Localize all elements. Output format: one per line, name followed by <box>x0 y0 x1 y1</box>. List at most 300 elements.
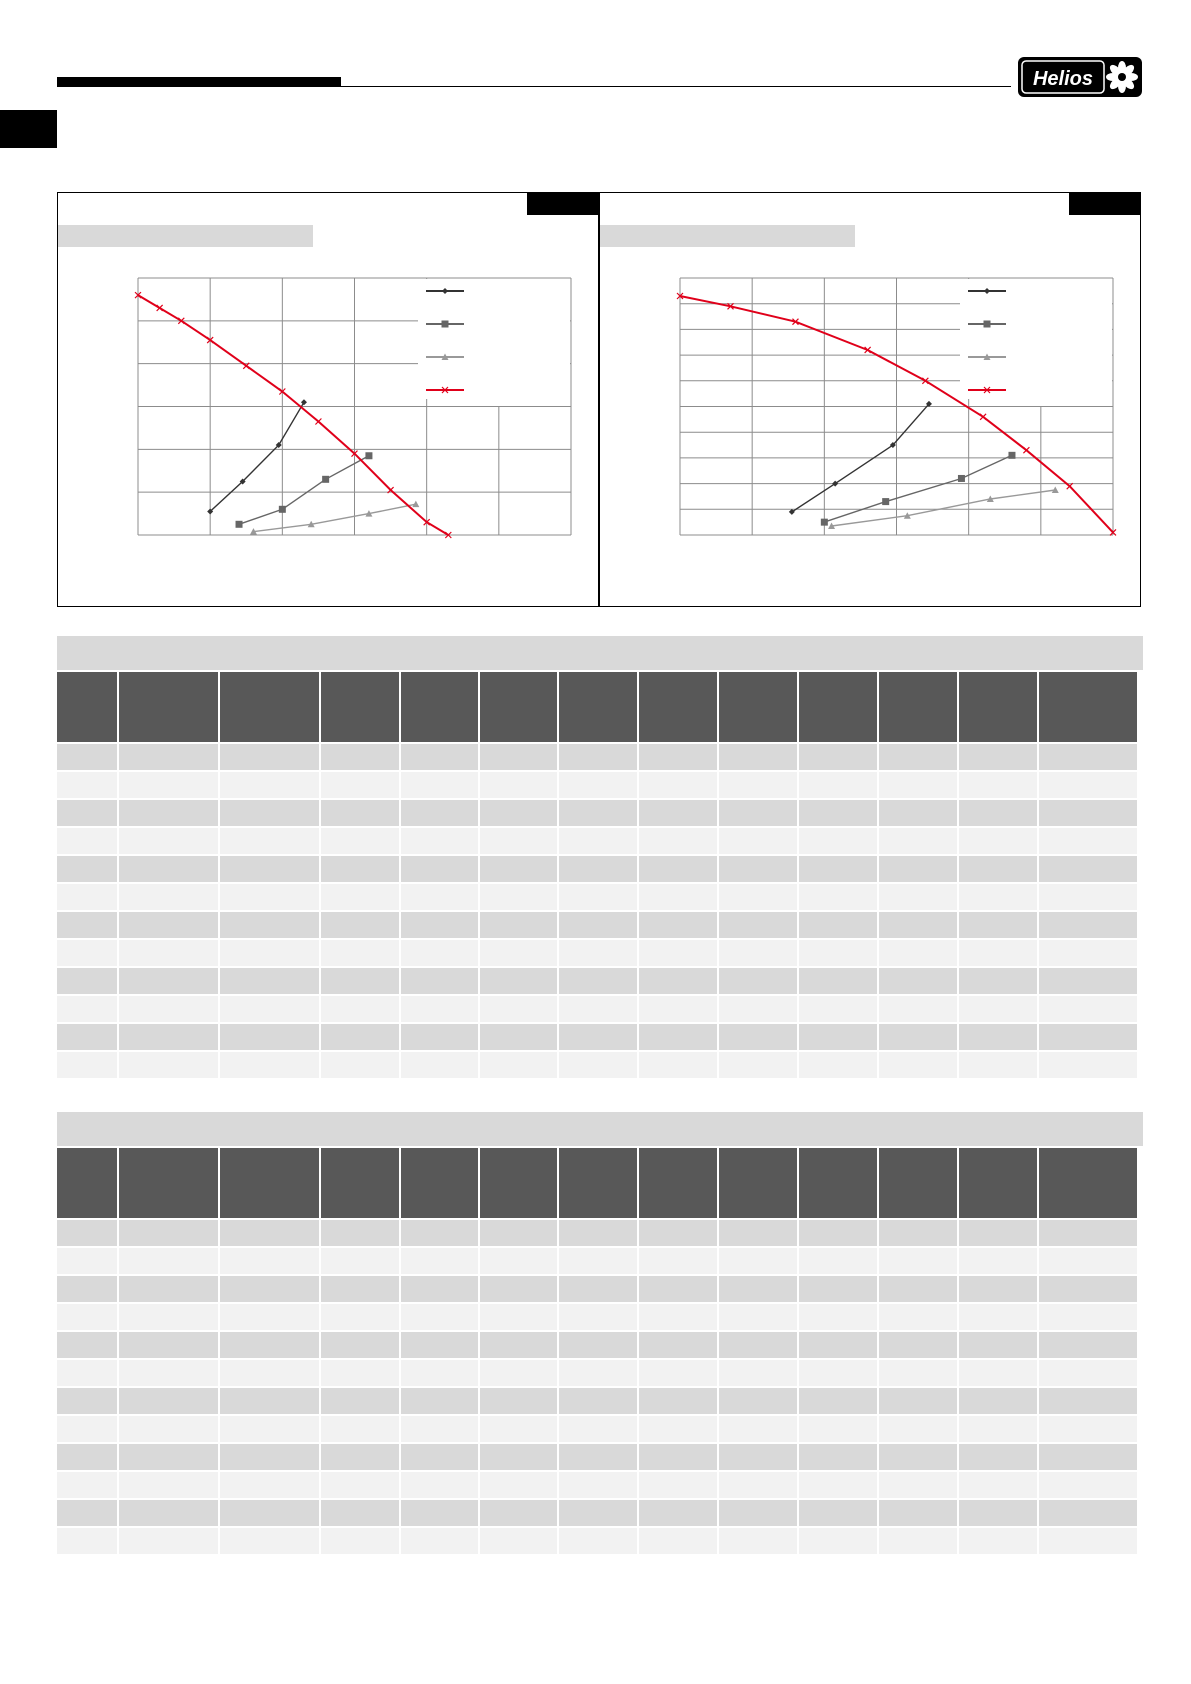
series-0 <box>207 399 307 514</box>
table-cell <box>879 1388 957 1414</box>
table-cell <box>119 1500 218 1526</box>
table-cell <box>879 672 957 742</box>
table-cell <box>959 912 1037 938</box>
table-cell <box>879 1472 957 1498</box>
table-cell <box>401 856 478 882</box>
table-cell <box>559 968 637 994</box>
table-cell <box>480 1248 557 1274</box>
table-row <box>57 912 1143 938</box>
table-cell <box>879 1500 957 1526</box>
point-legend <box>984 321 991 328</box>
table-cell <box>1039 940 1137 966</box>
table-cell <box>799 744 877 770</box>
series-2 <box>828 487 1059 529</box>
table-row <box>57 744 1143 770</box>
table-cell <box>559 912 637 938</box>
table-cell <box>639 968 717 994</box>
plot-grid <box>138 278 571 535</box>
table-cell <box>401 1248 478 1274</box>
table-cell <box>879 996 957 1022</box>
table-row <box>57 1332 1143 1358</box>
table-row <box>57 772 1143 798</box>
table-cell <box>57 968 117 994</box>
table-cell <box>401 1148 478 1218</box>
legend-backdrop <box>418 279 570 399</box>
table-cell <box>719 1024 797 1050</box>
table-cell <box>959 856 1037 882</box>
table-cell <box>559 1304 637 1330</box>
table-cell <box>799 1332 877 1358</box>
table-cell <box>559 772 637 798</box>
table-cell <box>559 856 637 882</box>
table-cell <box>1039 968 1137 994</box>
table-cell <box>719 828 797 854</box>
table-cell <box>719 1276 797 1302</box>
table-cell <box>559 996 637 1022</box>
table-cell <box>639 800 717 826</box>
table-cell <box>1039 1304 1137 1330</box>
table-cell <box>799 940 877 966</box>
table-cell <box>799 884 877 910</box>
table-cell <box>480 1416 557 1442</box>
table-cell <box>119 1220 218 1246</box>
table-cell <box>1039 1388 1137 1414</box>
table-cell <box>119 1416 218 1442</box>
table-header-row <box>57 672 1143 742</box>
table-cell <box>719 996 797 1022</box>
table-cell <box>220 1528 319 1554</box>
table-row <box>57 940 1143 966</box>
table-cell <box>959 884 1037 910</box>
table-cell <box>57 856 117 882</box>
table-cell <box>119 1444 218 1470</box>
table-cell <box>1039 1416 1137 1442</box>
table-cell <box>57 996 117 1022</box>
series-line-2 <box>254 504 416 531</box>
table-cell <box>321 828 399 854</box>
table-cell <box>639 1416 717 1442</box>
table-cell <box>401 744 478 770</box>
table-cell <box>959 672 1037 742</box>
table-cell <box>719 1148 797 1218</box>
table-row <box>57 884 1143 910</box>
table-cell <box>401 1528 478 1554</box>
table-cell <box>480 1024 557 1050</box>
table-cell <box>220 996 319 1022</box>
table-cell <box>959 996 1037 1022</box>
point-2 <box>322 476 329 483</box>
table-cell <box>119 884 218 910</box>
point-6 <box>1023 447 1029 453</box>
table-cell <box>639 744 717 770</box>
table-row <box>57 1248 1143 1274</box>
table-cell <box>719 940 797 966</box>
table-cell <box>799 1500 877 1526</box>
table-cell <box>879 1052 957 1078</box>
table-cell <box>220 912 319 938</box>
table-cell <box>401 1500 478 1526</box>
table-cell <box>639 1148 717 1218</box>
table-cell <box>639 884 717 910</box>
table-cell <box>321 672 399 742</box>
table-cell <box>959 828 1037 854</box>
table-cell <box>639 772 717 798</box>
point-5 <box>980 414 986 420</box>
table-cell <box>119 996 218 1022</box>
table-cell <box>321 1024 399 1050</box>
table-cell <box>480 1528 557 1554</box>
table-cell <box>1039 1024 1137 1050</box>
table-cell <box>719 1500 797 1526</box>
table-cell <box>639 1444 717 1470</box>
table-cell <box>119 1360 218 1386</box>
table-cell <box>220 1304 319 1330</box>
table-row <box>57 800 1143 826</box>
chart-panel-right <box>599 192 1141 607</box>
table-cell <box>639 940 717 966</box>
table-cell <box>321 1360 399 1386</box>
table-cell <box>480 1388 557 1414</box>
table-cell <box>220 672 319 742</box>
table-cell <box>719 772 797 798</box>
table-cell <box>401 672 478 742</box>
table-cell <box>119 1528 218 1554</box>
table-cell <box>480 940 557 966</box>
table-cell <box>879 1528 957 1554</box>
table-cell <box>559 1388 637 1414</box>
logo-wordmark: Helios <box>1032 68 1094 90</box>
table-cell <box>321 1052 399 1078</box>
table-cell <box>799 1024 877 1050</box>
table-cell <box>401 1388 478 1414</box>
table-cell <box>719 912 797 938</box>
table-cell <box>719 856 797 882</box>
table-cell <box>321 800 399 826</box>
table-cell <box>220 1444 319 1470</box>
table-cell <box>220 1148 319 1218</box>
table-cell <box>220 968 319 994</box>
point-6 <box>315 418 321 424</box>
table-cell <box>401 996 478 1022</box>
table-cell <box>879 1360 957 1386</box>
header-rule-thick <box>57 77 341 87</box>
table-cell <box>321 1528 399 1554</box>
table-cell <box>220 1276 319 1302</box>
table-cell <box>57 1304 117 1330</box>
table-cell <box>799 1220 877 1246</box>
brand-logo <box>1017 56 1143 98</box>
table-cell <box>401 968 478 994</box>
table-cell <box>959 1528 1037 1554</box>
table-cell <box>220 828 319 854</box>
table-cell <box>57 1332 117 1358</box>
table-cell <box>401 1052 478 1078</box>
table-cell <box>480 856 557 882</box>
table-header-row <box>57 1148 1143 1218</box>
table-row <box>57 856 1143 882</box>
table-cell <box>480 1444 557 1470</box>
point-1 <box>279 506 286 513</box>
table-cell <box>559 672 637 742</box>
table-cell <box>57 1388 117 1414</box>
chart-right <box>600 193 1142 608</box>
table-cell <box>220 1024 319 1050</box>
table-cell <box>1039 912 1137 938</box>
table-cell <box>719 1304 797 1330</box>
table-cell <box>321 1248 399 1274</box>
table-cell <box>57 1024 117 1050</box>
table-cell <box>559 940 637 966</box>
table-cell <box>1039 1332 1137 1358</box>
table-cell <box>220 940 319 966</box>
table-cell <box>220 884 319 910</box>
table-caption-bar <box>57 1112 1143 1146</box>
table-cell <box>959 772 1037 798</box>
table-cell <box>1039 744 1137 770</box>
legend-backdrop <box>960 279 1112 399</box>
table-cell <box>480 968 557 994</box>
table-cell <box>719 1360 797 1386</box>
table-cell <box>959 1444 1037 1470</box>
table-cell <box>1039 1276 1137 1302</box>
table-cell <box>57 772 117 798</box>
table-cell <box>1039 772 1137 798</box>
table-cell <box>559 1220 637 1246</box>
table-cell <box>480 884 557 910</box>
table-cell <box>220 1052 319 1078</box>
point-0 <box>236 521 243 528</box>
table-cell <box>559 1248 637 1274</box>
table-cell <box>719 1388 797 1414</box>
table-cell <box>57 828 117 854</box>
table-cell <box>220 1472 319 1498</box>
table-cell <box>639 912 717 938</box>
table-cell <box>719 884 797 910</box>
table-cell <box>119 1024 218 1050</box>
table-cell <box>799 1416 877 1442</box>
series-1 <box>821 452 1016 526</box>
table-cell <box>879 1416 957 1442</box>
table-cell <box>639 1052 717 1078</box>
table-cell <box>559 1500 637 1526</box>
table-cell <box>879 940 957 966</box>
table-cell <box>401 1276 478 1302</box>
header-rule-thin <box>341 86 1011 87</box>
table-cell <box>799 1444 877 1470</box>
table-cell <box>1039 1052 1137 1078</box>
table-cell <box>1039 1472 1137 1498</box>
point-3 <box>365 452 372 459</box>
table-cell <box>959 1248 1037 1274</box>
table-cell <box>57 1444 117 1470</box>
chart-panel-left <box>57 192 599 607</box>
table-cell <box>879 1332 957 1358</box>
table-row <box>57 1024 1143 1050</box>
table-cell <box>220 1248 319 1274</box>
table-cell <box>959 1332 1037 1358</box>
table-cell <box>1039 1248 1137 1274</box>
table-cell <box>480 772 557 798</box>
data-table-2 <box>57 1112 1143 1554</box>
table-row <box>57 828 1143 854</box>
table-cell <box>879 912 957 938</box>
table-cell <box>57 1500 117 1526</box>
table-row <box>57 1416 1143 1442</box>
table-cell <box>879 1220 957 1246</box>
table-cell <box>57 1052 117 1078</box>
table-cell <box>1039 884 1137 910</box>
table-cell <box>220 744 319 770</box>
table-row <box>57 1528 1143 1554</box>
table-cell <box>220 1360 319 1386</box>
table-cell <box>799 1148 877 1218</box>
plot-grid <box>680 278 1113 535</box>
table-cell <box>1039 1500 1137 1526</box>
table-cell <box>559 800 637 826</box>
point-legend <box>442 321 449 328</box>
table-cell <box>879 968 957 994</box>
data-table-1 <box>57 636 1143 1078</box>
table-cell <box>119 1148 218 1218</box>
table-cell <box>719 1444 797 1470</box>
table-cell <box>799 672 877 742</box>
table-cell <box>639 1500 717 1526</box>
table-cell <box>959 940 1037 966</box>
table-cell <box>57 744 117 770</box>
table-row <box>57 1500 1143 1526</box>
table-cell <box>401 828 478 854</box>
table-cell <box>719 1332 797 1358</box>
table-row <box>57 1304 1143 1330</box>
point-3 <box>1008 452 1015 459</box>
table-cell <box>879 800 957 826</box>
table-cell <box>719 672 797 742</box>
table-cell <box>119 912 218 938</box>
table-cell <box>799 912 877 938</box>
table-cell <box>559 884 637 910</box>
table-cell <box>220 856 319 882</box>
table-cell <box>559 1444 637 1470</box>
table-cell <box>119 1388 218 1414</box>
table-cell <box>321 1388 399 1414</box>
table-cell <box>321 856 399 882</box>
table-cell <box>959 1500 1037 1526</box>
table-cell <box>119 1472 218 1498</box>
table-cell <box>719 1528 797 1554</box>
table-cell <box>57 672 117 742</box>
table-cell <box>480 1148 557 1218</box>
table-cell <box>480 1360 557 1386</box>
table-row <box>57 1444 1143 1470</box>
table-cell <box>480 744 557 770</box>
table-cell <box>480 1500 557 1526</box>
series-line-0 <box>210 402 304 511</box>
table-cell <box>879 856 957 882</box>
table-cell <box>959 1388 1037 1414</box>
table-row <box>57 1276 1143 1302</box>
table-row <box>57 1472 1143 1498</box>
table-cell <box>57 1416 117 1442</box>
fan-icon <box>1106 61 1138 93</box>
table-cell <box>879 828 957 854</box>
table-cell <box>480 828 557 854</box>
table-cell <box>639 1248 717 1274</box>
table-row <box>57 996 1143 1022</box>
table-cell <box>879 1248 957 1274</box>
table-cell <box>639 1276 717 1302</box>
table-cell <box>1039 672 1137 742</box>
table-cell <box>559 1332 637 1358</box>
table-cell <box>401 1444 478 1470</box>
table-cell <box>220 1416 319 1442</box>
table-cell <box>639 856 717 882</box>
table-cell <box>719 800 797 826</box>
table-cell <box>559 1148 637 1218</box>
table-cell <box>799 1528 877 1554</box>
table-cell <box>401 912 478 938</box>
table-cell <box>879 744 957 770</box>
table-cell <box>401 800 478 826</box>
table-cell <box>321 912 399 938</box>
table-cell <box>57 1276 117 1302</box>
table-cell <box>321 744 399 770</box>
table-cell <box>401 940 478 966</box>
table-cell <box>321 1220 399 1246</box>
table-cell <box>959 1304 1037 1330</box>
table-cell <box>480 1052 557 1078</box>
point-1 <box>882 498 889 505</box>
table-cell <box>220 772 319 798</box>
table-cell <box>639 1220 717 1246</box>
table-cell <box>220 1332 319 1358</box>
table-cell <box>321 996 399 1022</box>
table-cell <box>480 1304 557 1330</box>
table-cell <box>1039 1444 1137 1470</box>
table-cell <box>480 672 557 742</box>
table-cell <box>559 1416 637 1442</box>
table-cell <box>559 1024 637 1050</box>
table-cell <box>119 940 218 966</box>
table-cell <box>119 1276 218 1302</box>
table-cell <box>799 800 877 826</box>
table-cell <box>220 800 319 826</box>
table-cell <box>57 1528 117 1554</box>
table-cell <box>879 772 957 798</box>
table-cell <box>321 772 399 798</box>
table-cell <box>321 884 399 910</box>
table-cell <box>321 968 399 994</box>
table-cell <box>639 1332 717 1358</box>
table-cell <box>1039 800 1137 826</box>
series-line-3 <box>138 295 448 535</box>
table-cell <box>559 828 637 854</box>
table-cell <box>401 1220 478 1246</box>
table-cell <box>959 968 1037 994</box>
point-0 <box>821 519 828 526</box>
table-cell <box>799 1052 877 1078</box>
point-3 <box>412 501 419 508</box>
table-cell <box>879 1148 957 1218</box>
table-cell <box>401 1024 478 1050</box>
table-cell <box>220 1220 319 1246</box>
table-cell <box>321 940 399 966</box>
table-cell <box>799 1472 877 1498</box>
table-cell <box>119 744 218 770</box>
table-cell <box>719 1052 797 1078</box>
chart-left <box>58 193 600 608</box>
table-cell <box>959 1052 1037 1078</box>
table-cell <box>879 1276 957 1302</box>
